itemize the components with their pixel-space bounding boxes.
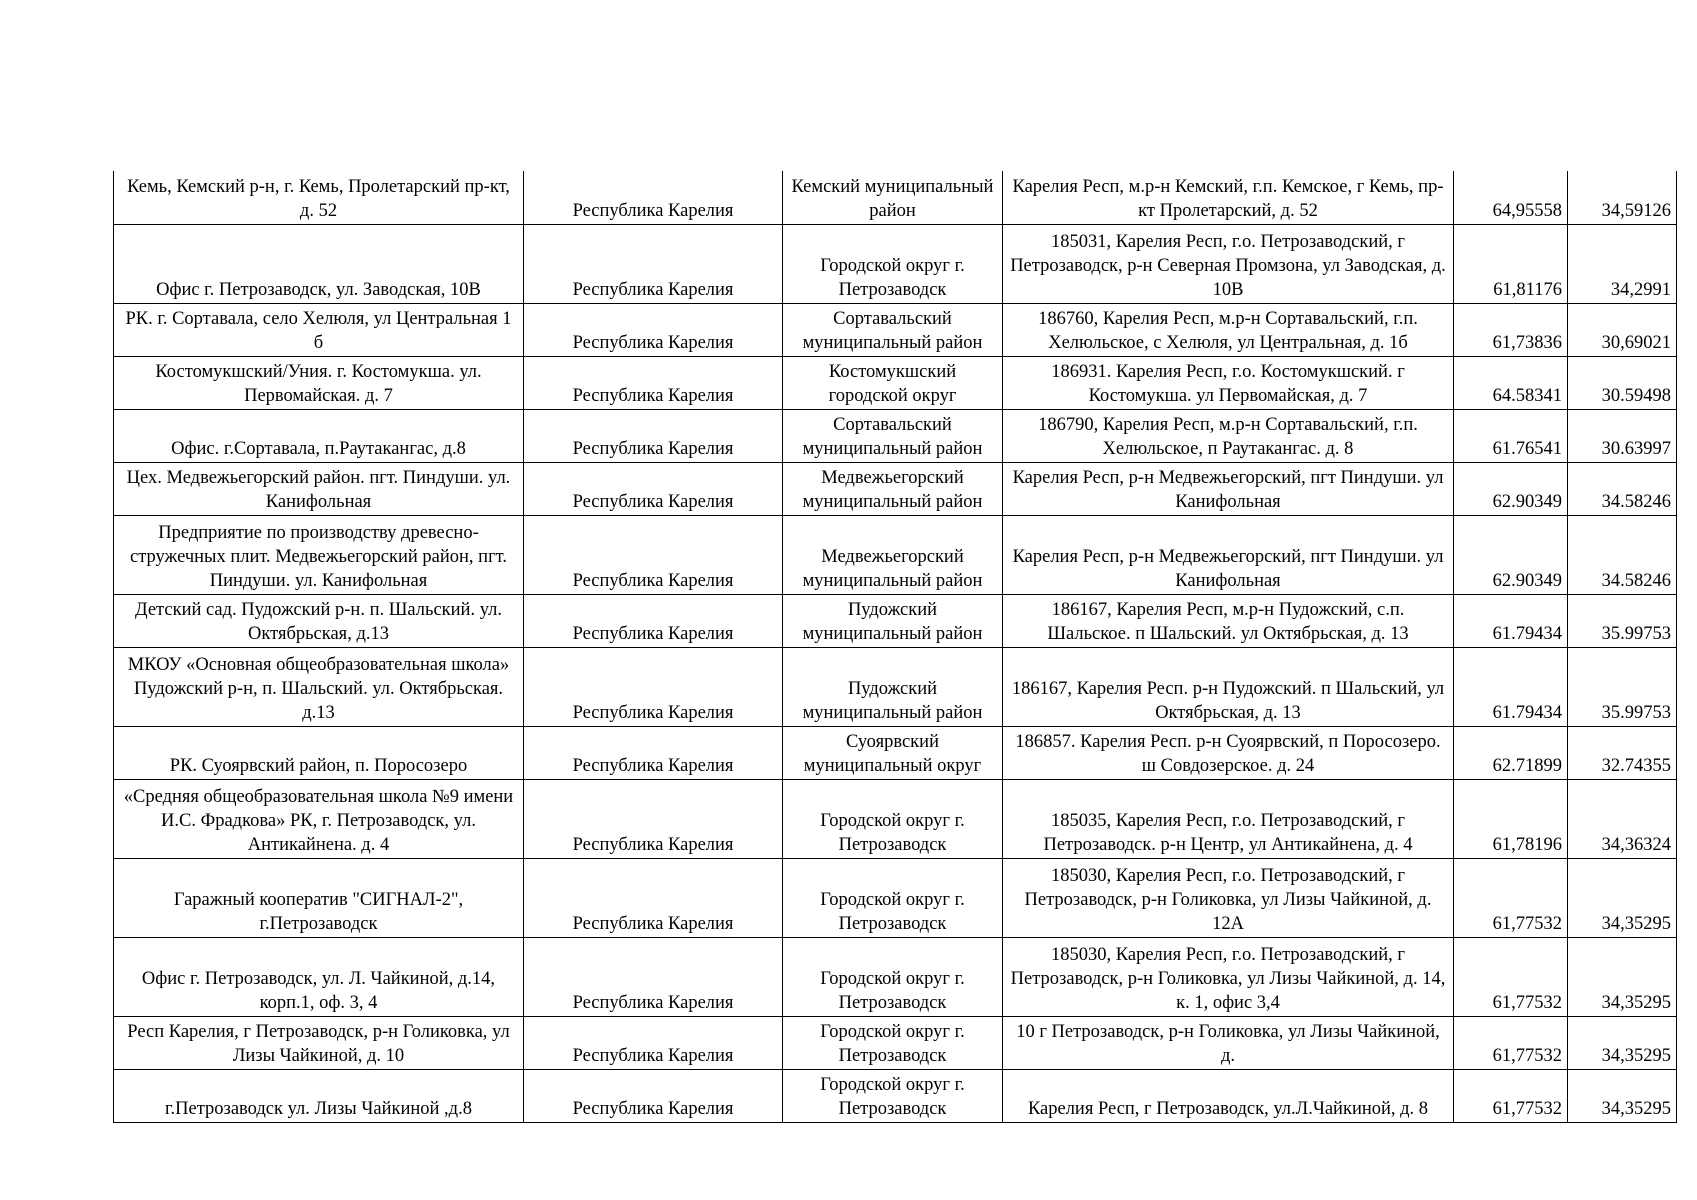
address-cell: Карелия Респ, г Петрозаводск, ул.Л.Чайкиной, д. 8 xyxy=(1003,1069,1454,1122)
object-name-cell: Предприятие по производству древесно-стружечных плит. Медвежьегорский район, пгт. Пиндуши. ул. Канифольная xyxy=(114,515,524,594)
table-row xyxy=(114,515,1677,594)
object-name-cell: Костомукшский/Уния. г. Костомукша. ул. Первомайская. д. 7 xyxy=(114,356,524,409)
longitude-cell: 32.74355 xyxy=(1568,726,1677,779)
municipality-cell: Кемский муниципальный район xyxy=(783,171,1003,224)
longitude-cell: 30.63997 xyxy=(1568,409,1677,462)
longitude-cell: 34,35295 xyxy=(1568,1069,1677,1122)
latitude-cell: 62.90349 xyxy=(1454,515,1568,594)
object-name-cell: Респ Карелия, г Петрозаводск, р-н Голиковка, ул Лизы Чайкиной, д. 10 xyxy=(114,1016,524,1069)
address-cell: 185030, Карелия Респ, г.о. Петрозаводский, г Петрозаводск, р-н Голиковка, ул Лизы Чайкиной, д. 14, к. 1, офис 3,4 xyxy=(1003,937,1454,1016)
address-cell: Карелия Респ, р-н Медвежьегорский, пгт Пиндуши. ул Канифольная xyxy=(1003,515,1454,594)
table-row xyxy=(114,171,1677,224)
longitude-cell: 35.99753 xyxy=(1568,647,1677,726)
object-name-cell: Детский сад. Пудожский р-н. п. Шальский. ул. Октябрьская, д.13 xyxy=(114,594,524,647)
object-name-cell: г.Петрозаводск ул. Лизы Чайкиной ,д.8 xyxy=(114,1069,524,1122)
region-cell: Республика Карелия xyxy=(524,647,783,726)
object-name-cell: Офис г. Петрозаводск, ул. Л. Чайкиной, д.14, корп.1, оф. 3, 4 xyxy=(114,937,524,1016)
table-row xyxy=(114,594,1677,647)
municipality-cell: Городской округ г. Петрозаводск xyxy=(783,779,1003,858)
locations-table xyxy=(113,171,1677,1123)
object-name-cell: РК. Суоярвский район, п. Поросозеро xyxy=(114,726,524,779)
table-row xyxy=(114,409,1677,462)
longitude-cell: 35.99753 xyxy=(1568,594,1677,647)
municipality-cell: Суоярвский муниципальный округ xyxy=(783,726,1003,779)
longitude-cell: 30.59498 xyxy=(1568,356,1677,409)
address-cell: 185035, Карелия Респ, г.о. Петрозаводский, г Петрозаводск. р-н Центр, ул Антикайнена, д. 4 xyxy=(1003,779,1454,858)
region-cell: Республика Карелия xyxy=(524,726,783,779)
address-cell: 186790, Карелия Респ, м.р-н Сортавальский, г.п. Хелюльское, п Раутакангас. д. 8 xyxy=(1003,409,1454,462)
table-row xyxy=(114,937,1677,1016)
municipality-cell: Сортавальский муниципальный район xyxy=(783,409,1003,462)
municipality-cell: Сортавальский муниципальный район xyxy=(783,303,1003,356)
longitude-cell: 34,35295 xyxy=(1568,858,1677,937)
object-name-cell: Офис г. Петрозаводск, ул. Заводская, 10В xyxy=(114,224,524,303)
object-name-cell: Цех. Медвежьегорский район. пгт. Пиндуши. ул. Канифольная xyxy=(114,462,524,515)
region-cell: Республика Карелия xyxy=(524,171,783,224)
longitude-cell: 34,2991 xyxy=(1568,224,1677,303)
municipality-cell: Костомукшский городской округ xyxy=(783,356,1003,409)
municipality-cell: Городской округ г. Петрозаводск xyxy=(783,858,1003,937)
longitude-cell: 34.58246 xyxy=(1568,462,1677,515)
latitude-cell: 61,78196 xyxy=(1454,779,1568,858)
municipality-cell: Городской округ г. Петрозаводск xyxy=(783,937,1003,1016)
latitude-cell: 64,95558 xyxy=(1454,171,1568,224)
table-row xyxy=(114,726,1677,779)
region-cell: Республика Карелия xyxy=(524,594,783,647)
table-row xyxy=(114,356,1677,409)
latitude-cell: 62.71899 xyxy=(1454,726,1568,779)
address-cell: Карелия Респ, р-н Медвежьегорский, пгт Пиндуши. ул Канифольная xyxy=(1003,462,1454,515)
municipality-cell: Медвежьегорский муниципальный район xyxy=(783,515,1003,594)
longitude-cell: 34,35295 xyxy=(1568,937,1677,1016)
longitude-cell: 34,59126 xyxy=(1568,171,1677,224)
longitude-cell: 34.58246 xyxy=(1568,515,1677,594)
latitude-cell: 61.76541 xyxy=(1454,409,1568,462)
longitude-cell: 34,36324 xyxy=(1568,779,1677,858)
latitude-cell: 61,77532 xyxy=(1454,937,1568,1016)
municipality-cell: Медвежьегорский муниципальный район xyxy=(783,462,1003,515)
table-row xyxy=(114,303,1677,356)
table-row xyxy=(114,1069,1677,1122)
latitude-cell: 61,77532 xyxy=(1454,858,1568,937)
table-row xyxy=(114,647,1677,726)
object-name-cell: МКОУ «Основная общеобразовательная школа» Пудожский р-н, п. Шальский. ул. Октябрьская. д.13 xyxy=(114,647,524,726)
latitude-cell: 62.90349 xyxy=(1454,462,1568,515)
region-cell: Республика Карелия xyxy=(524,515,783,594)
object-name-cell: Кемь, Кемский р-н, г. Кемь, Пролетарский пр-кт, д. 52 xyxy=(114,171,524,224)
latitude-cell: 61,77532 xyxy=(1454,1069,1568,1122)
region-cell: Республика Карелия xyxy=(524,409,783,462)
object-name-cell: Офис. г.Сортавала, п.Раутакангас, д.8 xyxy=(114,409,524,462)
address-cell: 186167, Карелия Респ, м.р-н Пудожский, с.п. Шальское. п Шальский. ул Октябрьская, д. 13 xyxy=(1003,594,1454,647)
address-cell: 10 г Петрозаводск, р-н Голиковка, ул Лизы Чайкиной, д. xyxy=(1003,1016,1454,1069)
address-cell: 186760, Карелия Респ, м.р-н Сортавальский, г.п. Хелюльское, с Хелюля, ул Центральная, д. 1б xyxy=(1003,303,1454,356)
longitude-cell: 30,69021 xyxy=(1568,303,1677,356)
region-cell: Республика Карелия xyxy=(524,1016,783,1069)
municipality-cell: Пудожский муниципальный район xyxy=(783,594,1003,647)
region-cell: Республика Карелия xyxy=(524,779,783,858)
latitude-cell: 61,77532 xyxy=(1454,1016,1568,1069)
latitude-cell: 61,73836 xyxy=(1454,303,1568,356)
region-cell: Республика Карелия xyxy=(524,303,783,356)
region-cell: Республика Карелия xyxy=(524,224,783,303)
latitude-cell: 61.79434 xyxy=(1454,647,1568,726)
table-row xyxy=(114,858,1677,937)
municipality-cell: Городской округ г. Петрозаводск xyxy=(783,1016,1003,1069)
latitude-cell: 64.58341 xyxy=(1454,356,1568,409)
region-cell: Республика Карелия xyxy=(524,858,783,937)
object-name-cell: РК. г. Сортавала, село Хелюля, ул Центральная 1 б xyxy=(114,303,524,356)
latitude-cell: 61,81176 xyxy=(1454,224,1568,303)
address-cell: 185031, Карелия Респ, г.о. Петрозаводский, г Петрозаводск, р-н Северная Промзона, ул Заводская, д. 10В xyxy=(1003,224,1454,303)
longitude-cell: 34,35295 xyxy=(1568,1016,1677,1069)
region-cell: Республика Карелия xyxy=(524,356,783,409)
address-cell: 186931. Карелия Респ, г.о. Костомукшский. г Костомукша. ул Первомайская, д. 7 xyxy=(1003,356,1454,409)
address-cell: 186857. Карелия Респ. р-н Суоярвский, п Поросозеро. ш Совдозерское. д. 24 xyxy=(1003,726,1454,779)
latitude-cell: 61.79434 xyxy=(1454,594,1568,647)
address-cell: Карелия Респ, м.р-н Кемский, г.п. Кемское, г Кемь, пр-кт Пролетарский, д. 52 xyxy=(1003,171,1454,224)
municipality-cell: Городской округ г. Петрозаводск xyxy=(783,224,1003,303)
table-row xyxy=(114,1016,1677,1069)
table-row xyxy=(114,779,1677,858)
region-cell: Республика Карелия xyxy=(524,937,783,1016)
address-cell: 186167, Карелия Респ. р-н Пудожский. п Шальский, ул Октябрьская, д. 13 xyxy=(1003,647,1454,726)
region-cell: Республика Карелия xyxy=(524,1069,783,1122)
object-name-cell: Гаражный кооператив "СИГНАЛ-2", г.Петрозаводск xyxy=(114,858,524,937)
region-cell: Республика Карелия xyxy=(524,462,783,515)
table-row xyxy=(114,224,1677,303)
table-row xyxy=(114,462,1677,515)
municipality-cell: Городской округ г. Петрозаводск xyxy=(783,1069,1003,1122)
municipality-cell: Пудожский муниципальный район xyxy=(783,647,1003,726)
object-name-cell: «Средняя общеобразовательная школа №9 имени И.С. Фрадкова» РК, г. Петрозаводск, ул. Антикайнена. д. 4 xyxy=(114,779,524,858)
address-cell: 185030, Карелия Респ, г.о. Петрозаводский, г Петрозаводск, р-н Голиковка, ул Лизы Чайкиной, д. 12А xyxy=(1003,858,1454,937)
